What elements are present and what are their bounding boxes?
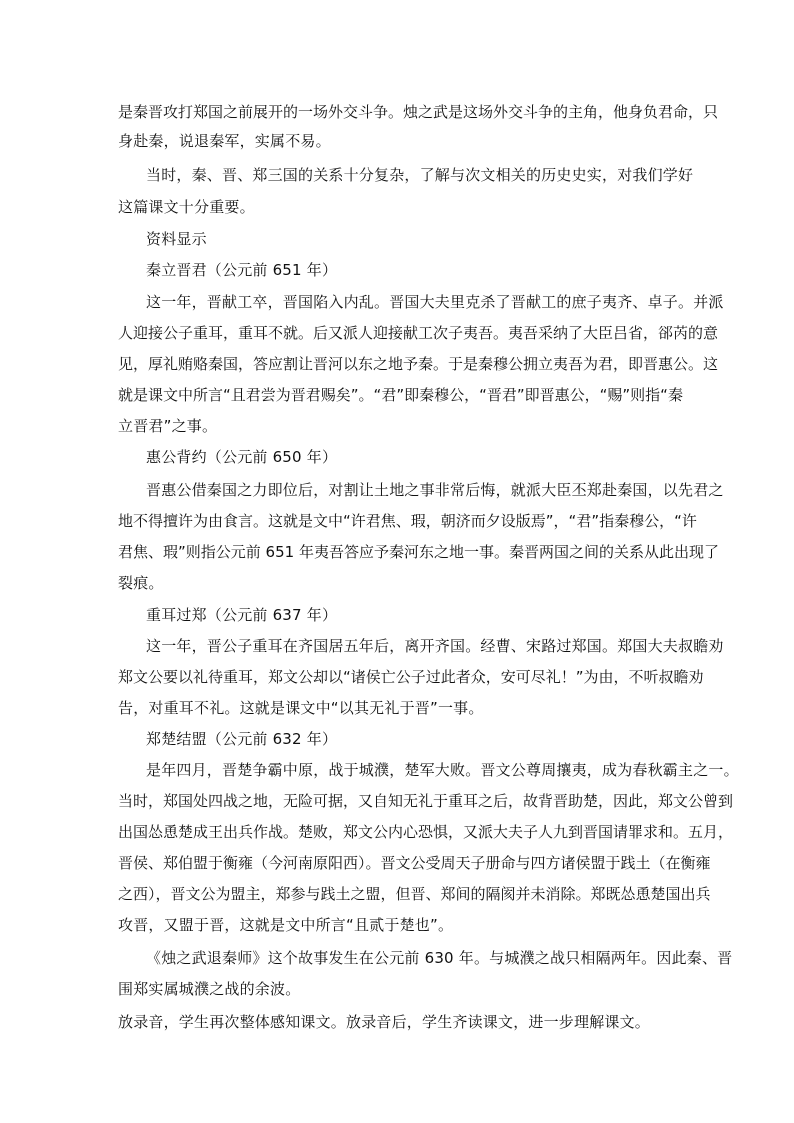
body-line: 身赴秦，说退秦军，实属不易。 <box>118 132 331 150</box>
body-line: 《烛之武退秦师》这个故事发生在公元前 630 年。与城濮之战只相隔两年。因此秦、晋 <box>146 949 733 967</box>
body-line: 当时，郑国处四战之地，无险可据，又自知无礼于重耳之后，故背晋助楚，因此，郑文公曾到 <box>118 792 734 810</box>
section-heading: 秦立晋君（公元前 651 年） <box>146 261 338 279</box>
body-line: 这篇课文十分重要。 <box>118 198 255 216</box>
body-line: 裂痕。 <box>118 574 164 592</box>
body-line: 攻晋，又盟于晋，这就是文中所言“且贰于楚也”。 <box>118 916 454 934</box>
section-label: 资料显示 <box>146 230 207 248</box>
body-line: 之西），晋文公为盟主，郑参与践土之盟，但晋、郑间的隔阂并未消除。郑既怂恿楚国出兵 <box>118 885 711 903</box>
body-line: 是秦晋攻打郑国之前展开的一场外交斗争。烛之武是这场外交斗争的主角，他身负君命，只 <box>118 103 719 121</box>
body-line: 当时，秦、晋、郑三国的关系十分复杂，了解与次文相关的历史史实，对我们学好 <box>146 166 694 184</box>
body-line: 地不得擅许为由食言。这就是文中“许君焦、瑕，朝济而夕设版焉”，“君”指秦穆公，“许 <box>118 512 697 530</box>
body-line: 告，对重耳不礼。这就是课文中“以其无礼于晋”一事。 <box>118 699 484 717</box>
body-line: 君焦、瑕”则指公元前 651 年夷吾答应予秦河东之地一事。秦晋两国之间的关系从此出现了 <box>118 543 719 561</box>
body-line: 就是课文中所言“且君尝为晋君赐矣”。“君”即秦穆公，“晋君”即晋惠公，“赐”则指“秦 <box>118 386 683 404</box>
body-line: 见，厚礼贿赂秦国，答应割让晋河以东之地予秦。于是秦穆公拥立夷吾为君，即晋惠公。这 <box>118 355 719 373</box>
body-line: 郑文公要以礼待重耳，郑文公却以“诸侯亡公子过此者众，安可尽礼！”为由，不听叔瞻劝 <box>118 668 704 686</box>
body-line: 是年四月，晋楚争霸中原，战于城濮，楚军大败。晋文公尊周攘夷，成为春秋霸主之一。 <box>146 761 739 779</box>
body-line: 立晋君”之事。 <box>118 417 218 435</box>
body-line: 晋惠公借秦国之力即位后，对割让土地之事非常后悔，就派大臣丕郑赴秦国，以先君之 <box>146 481 724 499</box>
body-line: 人迎接公子重耳，重耳不就。后又派人迎接献工次子夷吾。夷吾采纳了大臣吕省，郤芮的意 <box>118 324 719 342</box>
body-line: 这一年，晋献工卒，晋国陷入内乱。晋国大夫里克杀了晋献工的庶子夷齐、卓子。并派 <box>146 293 724 311</box>
body-line: 出国怂恿楚成王出兵作战。楚败，郑文公内心恐惧，又派大夫子人九到晋国请罪求和。五月， <box>118 823 734 841</box>
body-line: 放录音，学生再次整体感知课文。放录音后，学生齐读课文，进一步理解课文。 <box>118 1013 651 1031</box>
section-heading: 郑楚结盟（公元前 632 年） <box>146 730 338 748</box>
section-heading: 惠公背约（公元前 650 年） <box>146 448 338 466</box>
body-line: 围郑实属城濮之战的余波。 <box>118 980 301 998</box>
section-heading: 重耳过郑（公元前 637 年） <box>146 606 338 624</box>
body-line: 这一年，晋公子重耳在齐国居五年后，离开齐国。经曹、宋路过郑国。郑国大夫叔瞻劝 <box>146 637 724 655</box>
body-line: 晋侯、郑伯盟于衡雍（今河南原阳西）。晋文公受周天子册命与四方诸侯盟于践土（在衡雍 <box>118 854 711 872</box>
